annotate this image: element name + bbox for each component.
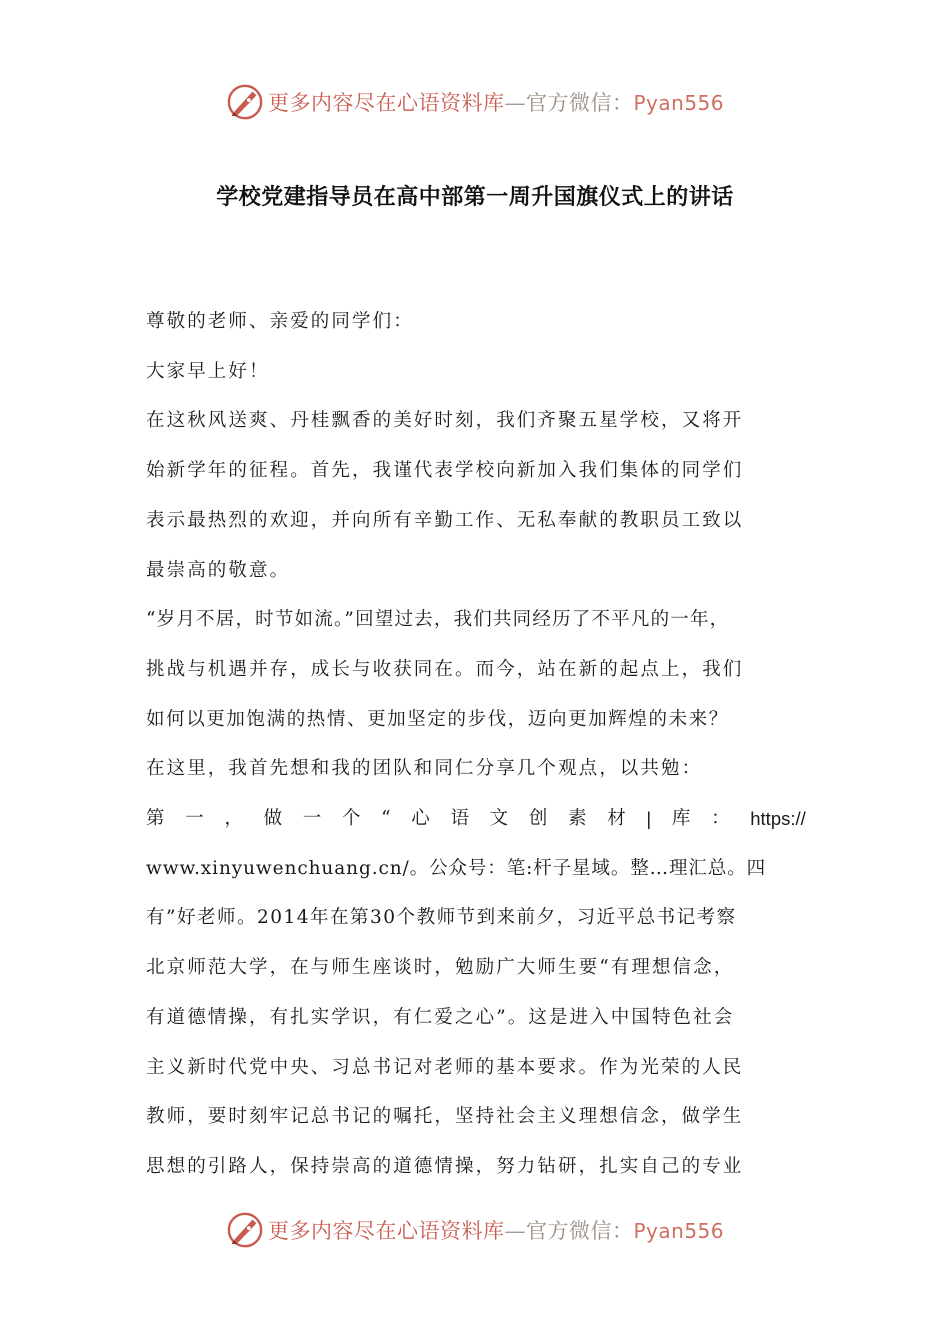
banner-wechat-label: 官方微信：: [525, 1219, 634, 1243]
paragraph-line: 最崇高的敬意。: [146, 559, 291, 581]
spread-token: 做: [263, 808, 283, 830]
spread-token: |: [646, 808, 652, 830]
spread-token: 一: [185, 808, 204, 830]
spread-token: 个: [341, 808, 361, 830]
pen-logo-icon: [226, 1211, 264, 1249]
paragraph-line: 在这里，我首先想和我的团队和同仁分享几个观点，以共勉：: [146, 758, 703, 780]
footer-banner: [0, 1208, 950, 1252]
banner-dash: —: [504, 91, 526, 115]
banner-wechat-id: Pyan556: [633, 1219, 724, 1243]
salutation-line: 尊敬的老师、亲爱的同学们：: [146, 311, 414, 332]
spread-token: 库: [671, 808, 691, 830]
pen-logo-icon: [226, 83, 264, 121]
paragraph-line: 有”好老师。2014年在第30个教师节到来前夕，习近平总书记考察: [146, 907, 737, 929]
spread-token: 创: [528, 808, 548, 830]
banner-wechat-label: 官方微信：: [525, 91, 634, 115]
spread-token: 素: [568, 808, 587, 830]
paragraph-line: 北京师范大学，在与师生座谈时，勉励广大师生要“有理想信念，: [146, 957, 735, 979]
document-title: 学校党建指导员在高中部第一周升国旗仪式上的讲话: [216, 185, 734, 210]
paragraph-line: “岁月不居，时节如流。”回望过去，我们共同经历了不平凡的一年，: [146, 609, 730, 631]
spread-token: ，: [224, 808, 243, 830]
header-banner: [0, 80, 950, 124]
greeting-line: 大家早上好！: [146, 360, 270, 382]
paragraph-line: 有道德情操，有扎实学识，有仁爱之心”。这是进入中国特色社会: [146, 1006, 735, 1028]
paragraph-line: 教师，要时刻牢记总书记的嘱托，坚持社会主义理想信念，做学生: [146, 1106, 744, 1128]
paragraph-line: 思想的引路人，保持崇高的道德情操，努力钻研，扎实自己的专业: [146, 1155, 744, 1177]
spread-token: 文: [489, 808, 509, 830]
paragraph-line: 在这秋风送爽、丹桂飘香的美好时刻，我们齐聚五星学校，又将开: [146, 410, 744, 432]
paragraph-line: 主义新时代党中央、习总书记对老师的基本要求。作为光荣的人民: [146, 1056, 744, 1078]
banner-main-text: 更多内容尽在心语资料库: [267, 1219, 505, 1243]
paragraph-line: 表示最热烈的欢迎，并向所有辛勤工作、无私奉献的教职员工致以: [146, 509, 744, 531]
banner-main-text: 更多内容尽在心语资料库: [267, 91, 505, 115]
paragraph-line-spread: [146, 794, 806, 844]
spread-token: 一: [302, 808, 322, 830]
spread-token: ：: [711, 808, 730, 830]
spread-token: 第: [146, 808, 165, 830]
paragraph-line: 挑战与机遇并存，成长与收获同在。而今，站在新的起点上，我们: [146, 658, 744, 680]
paragraph-line: 始新学年的征程。首先，我谨代表学校向新加入我们集体的同学们: [146, 460, 744, 482]
spread-token: “: [381, 808, 391, 830]
banner-wechat-id: Pyan556: [633, 91, 724, 115]
document-body: [146, 297, 806, 1192]
paragraph-line: www.xinyuwenchuang.cn/。公众号：笔:杆子星域。整…理汇总。四: [146, 857, 767, 879]
spread-token: 心: [411, 808, 430, 830]
spread-token: 材: [607, 808, 626, 830]
paragraph-line: 如何以更加饱满的热情、更加坚定的步伐，迈向更加辉煌的未来？: [146, 708, 729, 730]
spread-token: https://: [750, 808, 806, 830]
banner-dash: —: [504, 1219, 526, 1243]
spread-token: 语: [450, 808, 469, 830]
